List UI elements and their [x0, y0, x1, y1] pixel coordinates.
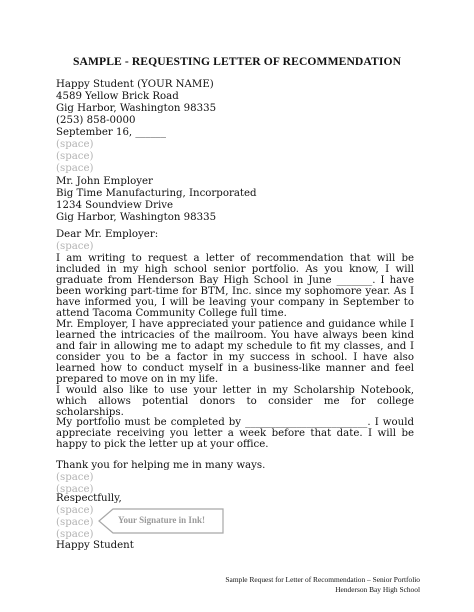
page-title: SAMPLE - REQUESTING LETTER OF RECOMMENDATION: [72, 55, 402, 68]
salutation: Dear Mr. Employer:: [56, 229, 159, 240]
signature-hint: Your Signature in Ink!: [118, 515, 205, 525]
letter-date: September 16, ______: [56, 127, 166, 138]
space-marker: (space): [56, 472, 94, 483]
sign-off: Respectfully,: [56, 493, 122, 504]
space-marker: (space): [56, 151, 94, 162]
body-paragraph: I would also like to use your letter in my Scholarship Notebook, which allows potential donors to consider me for college scholarships.: [56, 385, 414, 419]
recipient-city: Gig Harbor, Washington 98335: [56, 212, 217, 223]
space-marker: (space): [56, 241, 94, 252]
space-marker: (space): [56, 163, 94, 174]
space-marker: (space): [56, 484, 94, 495]
space-marker: (space): [56, 505, 94, 516]
space-marker: (space): [56, 529, 94, 540]
sender-name: Happy Student (YOUR NAME): [56, 79, 214, 90]
sender-street: 4589 Yellow Brick Road: [56, 91, 179, 102]
body-paragraph: My portfolio must be completed by ________________________. I would appreciate receiving you letter a week before that date. I will be happy to pick the letter up at your office.: [56, 417, 414, 451]
space-marker: (space): [56, 517, 94, 528]
signer-name: Happy Student: [56, 540, 134, 551]
body-paragraph: Mr. Employer, I have appreciated your patience and guidance while I learned the intricacies of the mailroom. You have always been kind and fair in allowing me to adapt my schedule to fit my classes, and I consider you to be a factor in my success in school. I have also learned how to conduct myself in a business-like manner and feel prepared to move on in my life.: [56, 319, 414, 386]
footer-line: Sample Request for Letter of Recommendation – Senior Portfolio: [225, 575, 420, 584]
recipient-company: Big Time Manufacturing, Incorporated: [56, 188, 257, 199]
space-marker: (space): [56, 139, 94, 150]
sender-city: Gig Harbor, Washington 98335: [56, 103, 217, 114]
sender-phone: (253) 858-0000: [56, 115, 136, 126]
footer-line: Henderson Bay High School: [335, 585, 420, 594]
closing-thanks: Thank you for helping me in many ways.: [56, 460, 266, 471]
recipient-name: Mr. John Employer: [56, 176, 153, 187]
recipient-street: 1234 Soundview Drive: [56, 200, 174, 211]
body-paragraph: I am writing to request a letter of recommendation that will be included in my high school senior portfolio. As you know, I will graduate from Henderson Bay High School in June _______. I have been working part-time for BTM, Inc. since my sophomore year. As I have informed you, I will be leaving your company in September to attend Tacoma Community College full time.: [56, 253, 414, 320]
